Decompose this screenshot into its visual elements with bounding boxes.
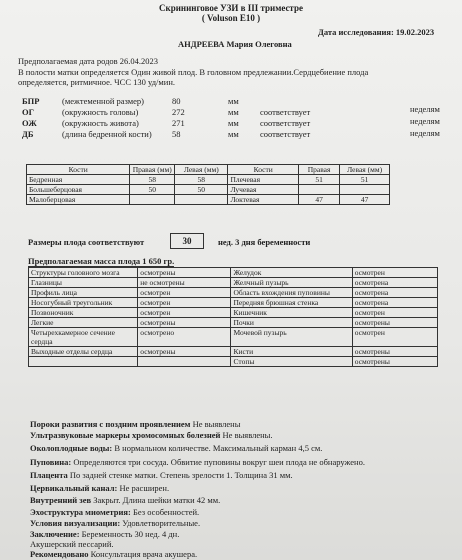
finding-line — [30, 430, 273, 440]
bones-header-cell: Левая (мм) — [175, 165, 228, 175]
bones-cell — [340, 185, 390, 195]
finding-label: Плацента — [30, 470, 68, 480]
anatomy-cell: Кишечник — [231, 308, 352, 318]
anatomy-cell: осмотрен — [352, 308, 437, 318]
anatomy-cell: Стопы — [231, 357, 352, 367]
anatomy-cell: Область вхождения пуповины — [231, 288, 352, 298]
finding-label: Ультразвуковые маркеры хромосомных болезней — [30, 430, 221, 440]
biometry-value: 80 — [172, 96, 181, 106]
finding-line — [30, 443, 322, 453]
size-suffix: нед. 3 дня беременности — [218, 237, 311, 247]
biometry-unit: мм — [228, 118, 239, 128]
due-date: Предполагаемая дата родов 26.04.2023 — [18, 56, 159, 66]
anatomy-cell: Желудок — [231, 268, 352, 278]
anatomy-cell: осмотрен — [352, 328, 437, 347]
finding-line — [30, 470, 293, 480]
anatomy-cell: осмотрена — [352, 278, 437, 288]
bones-header-cell: Правая — [298, 165, 339, 175]
intro-text-2: определяется, ритмичное. ЧСС 130 уд/мин. — [18, 77, 175, 87]
finding-line — [30, 549, 197, 559]
table-row — [29, 288, 438, 298]
bones-cell — [175, 195, 228, 205]
anatomy-cell: Носогубный треугольник — [29, 298, 138, 308]
anatomy-cell — [138, 357, 231, 367]
finding-label: Рекомендовано — [30, 549, 89, 559]
anatomy-cell: Кисти — [231, 347, 352, 357]
anatomy-cell: Передняя брюшная стенка — [231, 298, 352, 308]
biometry-desc: (окружность головы) — [62, 107, 139, 117]
finding-text: Закрыт. Длина шейки матки 42 мм. — [91, 495, 221, 505]
biometry-unit: мм — [228, 129, 239, 139]
table-row — [29, 308, 438, 318]
finding-label: Условия визуализации: — [30, 518, 121, 528]
size-label: Размеры плода соответствуют — [28, 237, 145, 247]
bones-cell: 47 — [340, 195, 390, 205]
biometry-unit: мм — [228, 96, 239, 106]
anatomy-cell: осмотрено — [138, 328, 231, 347]
bones-cell: 47 — [298, 195, 339, 205]
finding-label: Околоплодные воды: — [30, 443, 113, 453]
anatomy-cell: осмотрен — [138, 298, 231, 308]
table-row — [29, 318, 438, 328]
table-row — [27, 165, 390, 175]
bones-cell — [130, 195, 175, 205]
bones-header-cell: Правая (мм) — [130, 165, 175, 175]
biometry-weeks: неделям — [410, 104, 440, 114]
biometry-abbr: ОЖ — [22, 118, 37, 128]
table-row — [27, 175, 390, 185]
biometry-value: 58 — [172, 129, 181, 139]
biometry-value: 272 — [172, 107, 185, 117]
table-row — [29, 278, 438, 288]
anatomy-table — [28, 267, 438, 367]
anatomy-cell: осмотрены — [352, 357, 437, 367]
anatomy-cell — [29, 357, 138, 367]
table-row — [29, 328, 438, 347]
finding-line — [30, 507, 199, 517]
table-row — [29, 298, 438, 308]
finding-label: Пороки развития с поздним проявлением — [30, 419, 191, 429]
biometry-desc: (межтеменной размер) — [62, 96, 145, 106]
finding-line — [30, 518, 200, 528]
biometry-status: соответствует — [260, 118, 311, 128]
biometry-abbr: ДБ — [22, 129, 34, 139]
bones-cell: 51 — [298, 175, 339, 185]
finding-line — [30, 495, 220, 505]
finding-text: Консультация врача акушера. — [88, 549, 198, 559]
anatomy-cell: осмотрены — [352, 347, 437, 357]
anatomy-cell: Глазницы — [29, 278, 138, 288]
bones-cell — [298, 185, 339, 195]
anatomy-cell: осмотрена — [352, 288, 437, 298]
anatomy-cell: Профиль лица — [29, 288, 138, 298]
bones-cell: Бедренная — [27, 175, 130, 185]
bones-cell: 58 — [175, 175, 228, 185]
anatomy-cell: Почки — [231, 318, 352, 328]
anatomy-cell: осмотрены — [138, 347, 231, 357]
bones-cell: Малоберцовая — [27, 195, 130, 205]
anatomy-cell: осмотрен — [352, 268, 437, 278]
bones-cell: 50 — [175, 185, 228, 195]
anatomy-cell: Выходные отделы сердца — [29, 347, 138, 357]
finding-text: Определяются три сосуда. Обвитие пуповины вокруг шеи плода не обнаружено. — [71, 457, 365, 467]
finding-text: По задней стенке матки. Степень зрелости 1. Толщина 31 мм. — [67, 470, 293, 480]
finding-line — [30, 457, 365, 467]
finding-label: Внутренний зев — [30, 495, 92, 505]
bones-cell: 50 — [130, 185, 175, 195]
table-row — [27, 195, 390, 205]
finding-text: Не расширен. — [117, 483, 170, 493]
finding-label: Пуповина: — [30, 457, 72, 467]
bones-cell: Лучевая — [228, 185, 299, 195]
biometry-value: 271 — [172, 118, 185, 128]
anatomy-cell: осмотрены — [138, 268, 231, 278]
anatomy-cell: Мочевой пузырь — [231, 328, 352, 347]
table-row — [29, 357, 438, 367]
bones-cell: Большеберцовая — [27, 185, 130, 195]
biometry-desc: (окружность живота) — [62, 118, 139, 128]
report-title: Скрининговое УЗИ в III триместре — [159, 3, 303, 13]
anatomy-cell: осмотрен — [138, 288, 231, 298]
anatomy-cell: Четырехкамерное сечение сердца — [29, 328, 138, 347]
bones-table — [26, 164, 390, 205]
finding-text: В нормальном количестве. Максимальный карман 4,5 см. — [112, 443, 323, 453]
bones-cell: 58 — [130, 175, 175, 185]
finding-text: Не выявлены. — [220, 430, 273, 440]
biometry-desc: (длина бедренной кости) — [62, 129, 152, 139]
bones-header-cell: Кости — [228, 165, 299, 175]
biometry-status: соответствует — [260, 129, 311, 139]
finding-line — [30, 483, 169, 493]
biometry-weeks: неделям — [410, 116, 440, 126]
bones-cell: Локтевая — [228, 195, 299, 205]
finding-text: Акушерский пессарий. — [30, 539, 114, 549]
bones-header-cell: Левая (мм) — [340, 165, 390, 175]
finding-line — [30, 529, 179, 539]
anatomy-cell: осмотрены — [138, 318, 231, 328]
finding-label: Заключение: — [30, 529, 80, 539]
finding-text: Удовлетворительные. — [120, 518, 201, 528]
patient-name: АНДРЕЕВА Мария Олеговна — [178, 39, 292, 49]
anatomy-cell: Структуры головного мозга — [29, 268, 138, 278]
finding-label: Эхоструктура миометрия: — [30, 507, 131, 517]
anatomy-cell: не осмотрены — [138, 278, 231, 288]
biometry-abbr: БПР — [22, 96, 40, 106]
anatomy-cell: Желчный пузырь — [231, 278, 352, 288]
table-row — [29, 268, 438, 278]
finding-text: Не выявлены — [190, 419, 241, 429]
size-weeks-box: 30 — [170, 233, 204, 249]
anatomy-cell: осмотрен — [138, 308, 231, 318]
anatomy-cell: осмотрены — [352, 318, 437, 328]
finding-line — [30, 419, 240, 429]
estimated-weight: Предполагаемая масса плода 1 650 гр. — [28, 256, 175, 266]
anatomy-cell: осмотрена — [352, 298, 437, 308]
anatomy-cell: Легкие — [29, 318, 138, 328]
finding-label: Цервикальный канал: — [30, 483, 118, 493]
finding-text: Беременность 30 нед. 4 дн. — [79, 529, 180, 539]
finding-text: Без особенностей. — [130, 507, 200, 517]
table-row — [29, 347, 438, 357]
exam-date: Дата исследования: 19.02.2023 — [318, 27, 435, 37]
bones-header-cell: Кости — [27, 165, 130, 175]
biometry-abbr: ОГ — [22, 107, 35, 117]
biometry-status: соответствует — [260, 107, 311, 117]
intro-text-1: В полости матки определяется Один живой плод. В головном предлежании.Сердцебиение плода — [18, 67, 369, 77]
finding-line — [30, 539, 114, 549]
bones-cell: 51 — [340, 175, 390, 185]
bones-cell: Плечевая — [228, 175, 299, 185]
biometry-weeks: неделям — [410, 128, 440, 138]
anatomy-cell: Позвоночник — [29, 308, 138, 318]
table-row — [27, 185, 390, 195]
report-subtitle: ( Voluson E10 ) — [201, 13, 261, 23]
biometry-unit: мм — [228, 107, 239, 117]
